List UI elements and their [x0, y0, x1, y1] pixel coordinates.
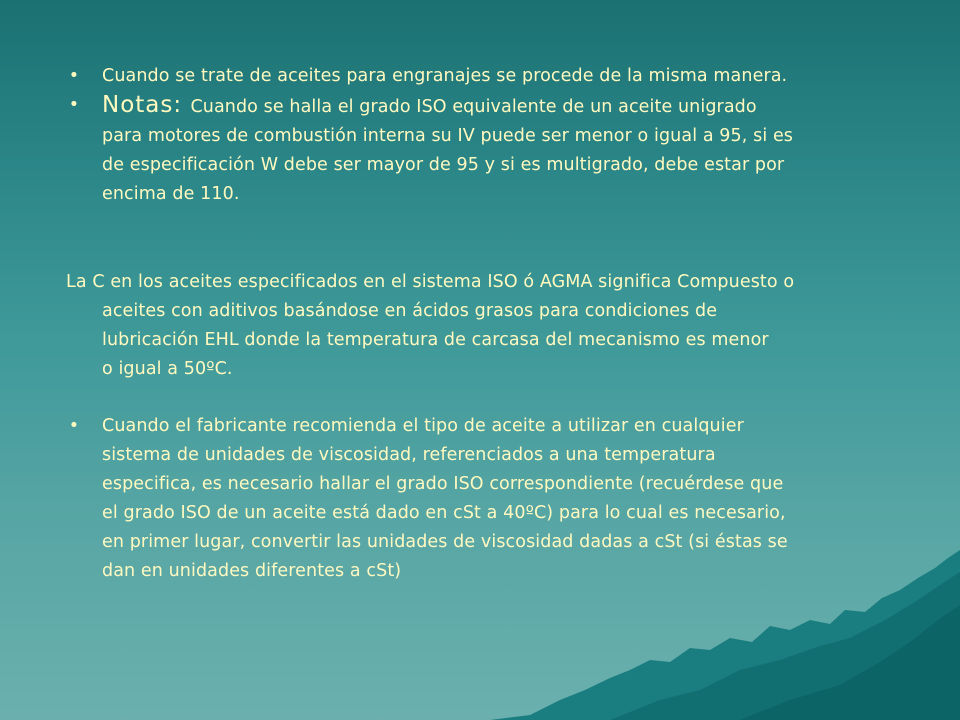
notes-line-1 — [102, 91, 866, 122]
bullet-dot: • — [68, 416, 80, 436]
manufacturer-line-2: sistema de unidades de viscosidad, referenciados a una temperatura — [102, 445, 716, 465]
paragraph-line-1: La C en los aceites especificados en el sistema ISO ó AGMA significa Compuesto o — [66, 272, 795, 292]
section-notes — [66, 62, 866, 209]
manufacturer-line-5: en primer lugar, convertir las unidades de viscosidad dadas a cSt (si éstas se — [102, 532, 788, 552]
paragraph-line-3: lubricación EHL donde la temperatura de carcasa del mecanismo es menor — [102, 330, 769, 350]
bullet-item-gear-oils — [66, 62, 866, 91]
notes-label: Notas: — [102, 92, 191, 118]
section-compound-paragraph — [66, 268, 866, 384]
bullet-dot: • — [68, 95, 80, 115]
manufacturer-line-1: Cuando el fabricante recomienda el tipo de aceite a utilizar en cualquier — [102, 416, 744, 436]
bullet-item-notes — [66, 91, 866, 209]
notes-line-4: encima de 110. — [102, 184, 240, 204]
notes-line-3: de especificación W debe ser mayor de 95 y si es multigrado, debe estar por — [102, 155, 785, 175]
manufacturer-line-4: el grado ISO de un aceite está dado en cSt a 40ºC) para lo cual es necesario, — [102, 503, 786, 523]
paragraph-line-4: o igual a 50ºC. — [102, 359, 233, 379]
paragraph-line-2: aceites con aditivos basándose en ácidos grasos para condiciones de — [102, 301, 718, 321]
bullet-dot: • — [68, 66, 80, 86]
section-manufacturer — [66, 412, 866, 586]
bullet-text-gear-oils: Cuando se trate de aceites para engranajes se procede de la misma manera. — [102, 66, 788, 86]
bullet-item-manufacturer — [66, 412, 866, 586]
manufacturer-line-3: especifica, es necesario hallar el grado ISO correspondiente (recuérdese que — [102, 474, 784, 494]
notes-line-2: para motores de combustión interna su IV puede ser menor o igual a 95, si es — [102, 126, 794, 146]
notes-line-1-text: Cuando se halla el grado ISO equivalente de un aceite unigrado — [190, 97, 757, 117]
manufacturer-line-6: dan en unidades diferentes a cSt) — [102, 561, 402, 581]
